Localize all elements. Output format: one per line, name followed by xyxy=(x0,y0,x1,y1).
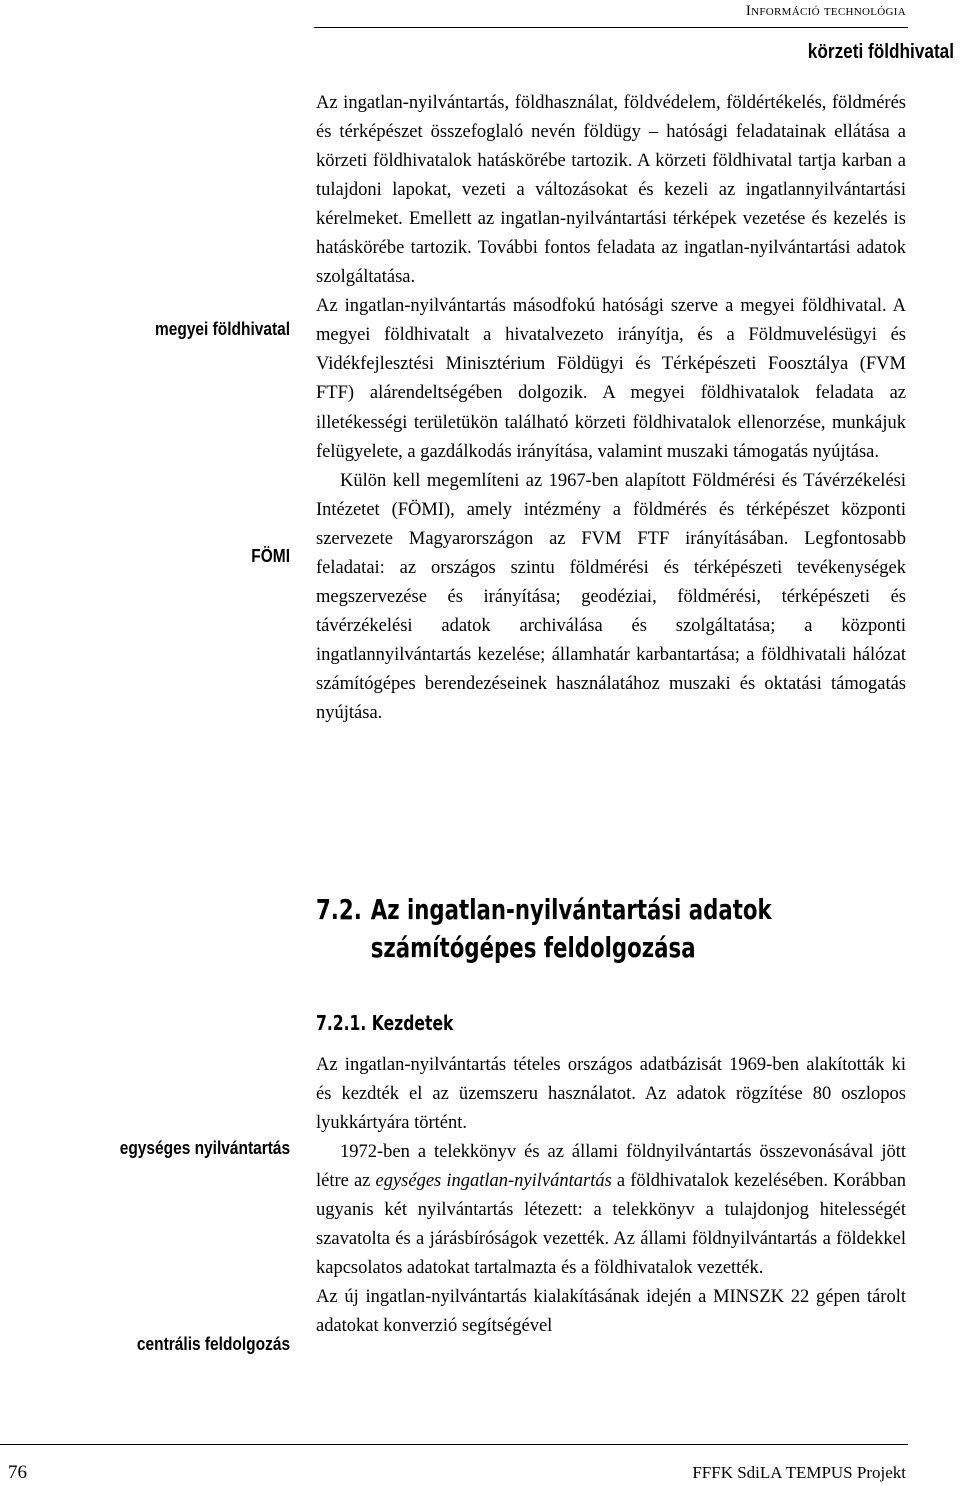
emphasis-egyseges-nyilvantartas: egységes ingatlan-nyilvántartás xyxy=(375,1171,612,1192)
page-number: 76 xyxy=(8,1462,27,1483)
paragraph-egyseges: 1972-ben a telekkönyv és az állami földnyilvántartás összevonásával jött létre az egységes ingatlan-nyilvántartás a földhivatalok kezelésében. Korábban ugyanis két nyilvántartás létezett: a telekkönyv a tulajdonjog hitelességét szavatolta és a járásbíróságok vezették. Az állami földnyilvántartás a földekkel kapcsolatos adatokat tartalmazta és a földhivatalok vezették. xyxy=(316,1142,906,1279)
side-note-fomi: FÖMI xyxy=(251,546,290,566)
section-number: 7.2. xyxy=(316,893,362,926)
paragraph-megyei: Az ingatlan-nyilvántartás másodfokú hatósági szerve a megyei földhivatal. A megyei földhivatalt a hivatalvezeto irányítja, és a Földmuvelésügyi és Vidékfejlesztési Minisztérium Földügyi és Térképészeti Foosztálya (FVM FTF) alárendeltségében dolgozik. A megyei földhivatalok feladata az illetékességi területükön található körzeti földhivatalok ellenorzése, munkájuk felügyelete, a gazdálkodás irányítása, valamint muszaki támogatás nyújtása. xyxy=(316,296,906,462)
side-note-korzeti-foldhivatal: körzeti földhivatal xyxy=(807,41,954,63)
section-1-body xyxy=(316,89,906,728)
paragraph-adatbazis: Az ingatlan-nyilvántartás tételes országos adatbázisát 1969-ben alakították ki és kezdték el az üzemszeru használatot. Az adatok rögzítése 80 oszlopos lyukkártyára történt. xyxy=(316,1055,906,1134)
running-header: Információ technológia xyxy=(745,3,906,19)
paragraph-minszk: Az új ingatlan-nyilvántartás kialakításának idején a MINSZK 22 gépen tárolt adatokat konverzió segítségével xyxy=(316,1287,906,1337)
paragraph-fomi: Külön kell megemlíteni az 1967-ben alapított Földmérési és Távérzékelési Intézetet (FÖMI), amely intézmény a földmérés és térképészet központi szervezete Magyarországon az FVM FTF irányításában. Legfontosabb feladatai: az országos szintu földmérési és térképészeti tevékenységek megszervezése és irányítása; geodéziai, földmérési, térképészeti és távérzékelési adatok archiválása és szolgáltatása; a központi ingatlannyilvántartás kezelése; államhatár karbantartása; a földhivatali hálózat számítógépes berendezéseinek használatához muszaki és oktatási támogatás nyújtása. xyxy=(316,470,906,723)
footer-project-name: FFFK SdiLA TEMPUS Projekt xyxy=(692,1463,906,1482)
section-title-line-1: Az ingatlan-nyilvántartási adatok xyxy=(370,893,772,926)
paragraph-korzeti: Az ingatlan-nyilvántartás, földhasználat, földvédelem, földértékelés, földmérés és térképészet összefoglaló nevén földügy – hatósági feladatainak ellátása a körzeti földhivatalok hatáskörébe tartozik. A körzeti földhivatal tartja karban a tulajdoni lapokat, vezeti a változásokat és kezeli az ingatlannyilvántartási kérelmeket. Emellett az ingatlan-nyilvántartási térképek vezetése és kezelés is hatáskörébe tartozik. További fontos feladata az ingatlan-nyilvántartási adatok szolgáltatása. xyxy=(316,93,906,288)
header-rule xyxy=(314,27,908,28)
footer-rule xyxy=(0,1444,908,1445)
section-2-body xyxy=(316,1051,906,1341)
side-note-egyseges-nyilvantartas: egységes nyilvántartás xyxy=(119,1138,290,1158)
side-note-centralis-feldolgozas: centrális feldolgozás xyxy=(136,1334,290,1354)
section-title-line-2: számítógépes feldolgozása xyxy=(370,931,696,964)
subsection-heading-7-2-1: 7.2.1. Kezdetek xyxy=(316,1011,454,1035)
section-heading-7-2 xyxy=(316,891,772,967)
side-note-megyei-foldhivatal: megyei földhivatal xyxy=(154,319,290,339)
